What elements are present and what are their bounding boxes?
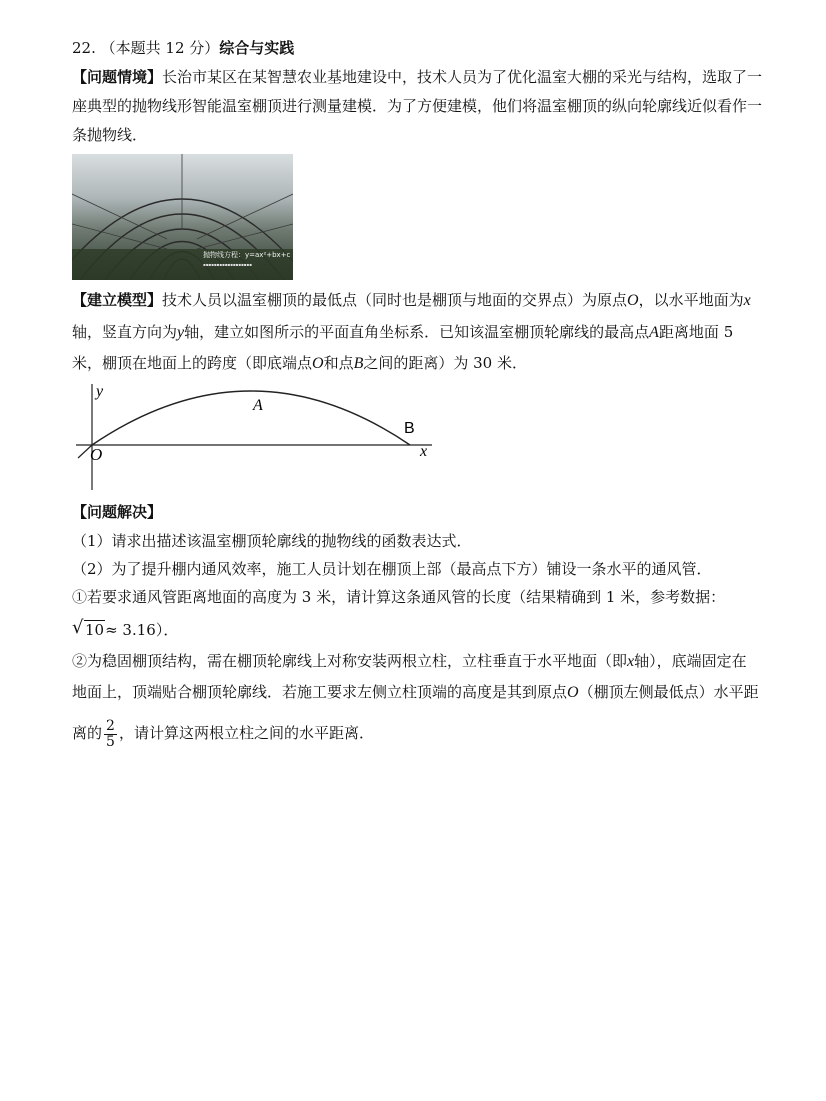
problem-1: （1）请求出描述该温室棚顶轮廓线的抛物线的函数表达式． [72, 532, 472, 550]
model-text-2c: 距离地面 5 [658, 323, 734, 341]
fraction-two-fifths [104, 719, 117, 750]
problem-2-2-text-1b: 轴），底端固定在 [634, 652, 747, 670]
question-score: （本题共 12 分） [100, 39, 220, 57]
point-B-label: B [404, 420, 415, 437]
model-text-2b: 轴，建立如图所示的平面直角坐标系．已知该温室棚顶轮廓线的最高点 [184, 323, 650, 341]
var-O: O [627, 292, 639, 309]
x-axis-label: x [420, 443, 428, 460]
problem-2-2-line-2 [72, 682, 762, 703]
greenhouse-photo [72, 154, 293, 280]
parabola-diagram [70, 380, 450, 495]
model-text-1a: 技术人员以温室棚顶的最低点（同时也是棚顶与地面的交界点）为原点 [162, 291, 628, 309]
sqrt-sign: √ [72, 617, 84, 638]
model-line-3 [72, 353, 762, 374]
problem-2-2-text-3a: 离的 [72, 724, 103, 742]
situation-text-1: 长治市某区在某智慧农业基地建设中，技术人员为了优化温室大棚的采光与结构，选取了一 [162, 68, 763, 86]
problem-2: （2）为了提升棚内通风效率，施工人员计划在棚顶上部（最高点下方）铺设一条水平的通风管． [72, 560, 712, 578]
fraction-numerator: 2 [106, 717, 115, 734]
model-text-3a: 米，棚顶在地面上的跨度（即底端点 [72, 354, 313, 372]
question-number: 22. [72, 39, 96, 57]
var-A: A [649, 324, 659, 341]
photo-caption: 抛物线方程：y=ax²+bx+c [203, 251, 291, 259]
problem-2-2-text-2a: 地面上，顶端贴合棚顶轮廓线．若施工要求左侧立柱顶端的高度是其到原点 [72, 683, 568, 701]
model-line-1 [72, 290, 762, 311]
problem-2-1-line-2 [72, 617, 762, 640]
solve-tag-line [72, 502, 762, 522]
var-O-3: O [567, 684, 579, 701]
problem-2-1-line-1: ①若要求通风管距离地面的高度为 3 米，请计算这条通风管的长度（结果精确到 1 米，参考数据： [72, 588, 726, 606]
model-text-3c: 之间的距离）为 30 米． [363, 354, 527, 372]
solve-tag: 【问题解决】 [72, 503, 163, 521]
parabola-curve [92, 391, 410, 445]
fraction-denominator: 5 [106, 733, 115, 750]
problem-2-2-line-1 [72, 651, 762, 672]
problem-2-2-text-1a: ②为稳固棚顶结构，需在棚顶轮廓线上对称安装两根立柱，立柱垂直于水平地面（即 [72, 652, 628, 670]
problem-2-2-text-3b: ，请计算这两根立柱之间的水平距离． [118, 724, 374, 742]
greenhouse-arches [72, 154, 293, 280]
y-axis-label: y [96, 383, 104, 400]
situation-line-1 [72, 67, 762, 87]
model-text-3b: 和点 [323, 354, 354, 372]
var-B: B [353, 355, 364, 372]
sqrt-radicand: 10 [85, 621, 105, 639]
situation-line-3: 条抛物线． [72, 126, 148, 144]
model-text-2a: 轴，竖直方向为 [72, 323, 178, 341]
point-A-label: A [253, 397, 263, 414]
question-title: 综合与实践 [219, 39, 295, 57]
model-line-2 [72, 322, 762, 343]
var-x: x [743, 292, 751, 309]
var-y: y [177, 324, 185, 341]
situation-line-2: 座典型的抛物线形智能温室棚顶进行测量建模．为了方便建模，他们将温室棚顶的纵向轮廓线近似看作一 [72, 97, 763, 115]
problem-2-2-line-3 [72, 713, 762, 753]
var-x-2: x [627, 653, 635, 670]
photo-subtext: ▪▪▪▪▪▪▪▪▪▪▪▪▪▪▪▪▪▪ [203, 262, 252, 267]
sqrt-expression [72, 617, 105, 640]
origin-label: O [90, 445, 103, 464]
var-O-2: O [312, 355, 324, 372]
situation-tag: 【问题情境】 [72, 68, 163, 86]
model-tag: 【建立模型】 [72, 291, 163, 309]
approx-value: ≈ 3.16）． [105, 621, 179, 639]
question-header [72, 38, 762, 58]
problem-2-2-text-2b: （棚顶左侧最低点）水平距 [578, 683, 759, 701]
model-text-1b: ，以水平地面为 [638, 291, 744, 309]
